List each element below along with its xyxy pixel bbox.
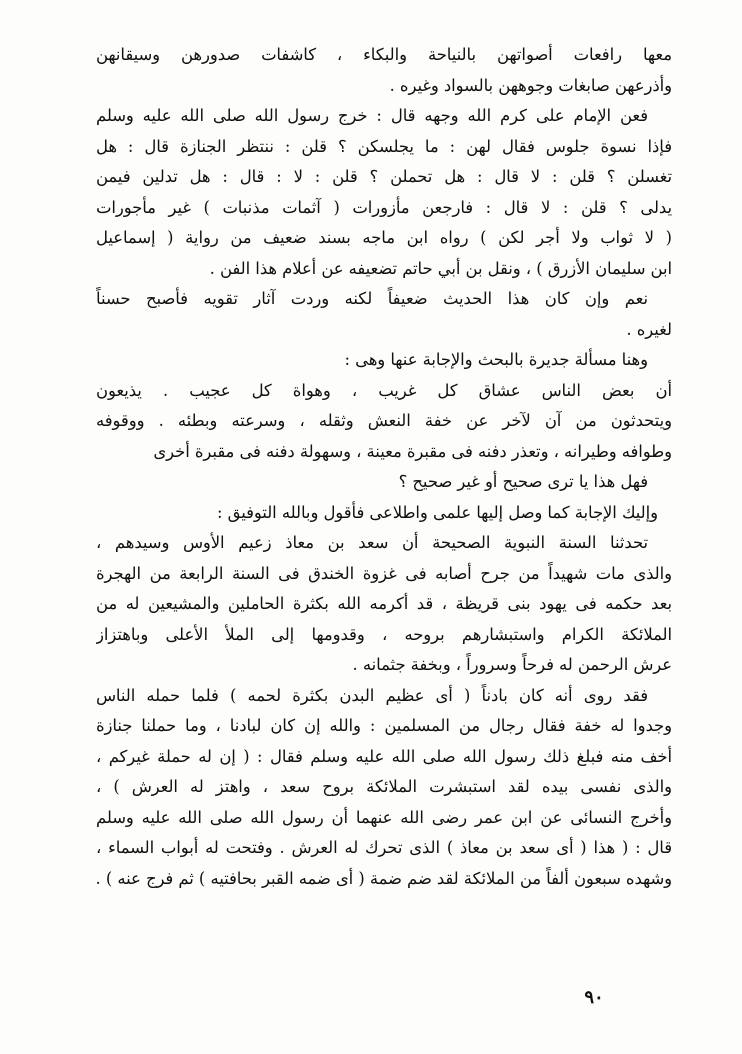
text-line: لغيره .	[626, 319, 672, 339]
body-text	[96, 40, 672, 894]
text-line: فعن الإمام على كرم الله وجهه قال : خرج رسول الله صلى الله عليه وسلم	[96, 106, 648, 125]
text-line: وهنا مسألة جديرة بالبحث والإجابة عنها وهى :	[344, 350, 648, 369]
text-line: فقد روى أنه كان بادناً ( أى عظيم البدن بكثرة لحمه ) فلما حمله الناس	[96, 685, 648, 705]
text-line: وشهده سبعون ألفاً من الملائكة لقد ضم ضمة ( أى ضمه القبر بحافتيه ) ثم فرج عنه ) .	[96, 868, 672, 888]
text-line: ( لا ثواب ولا أجر لكن ) رواه ابن ماجه بسند ضعيف من رواية ( إسماعيل	[96, 228, 672, 247]
text-line: قال : ( هذا ( أى سعد بن معاذ ) الذى تحرك له العرش . وفتحت له أبواب السماء ،	[96, 838, 672, 857]
text-line: والذى مات شهيداً من جرح أصابه فى غزوة الخندق فى السنة الرابعة من الهجرة	[96, 563, 672, 583]
text-line: معها رافعات أصواتهن بالنياحة والبكاء ، كاشفات صدورهن وسيقانهن	[96, 45, 672, 64]
page-number: ٩٠	[584, 987, 604, 1008]
text-line: يدلى ؟ قلن : لا قال : فارجعن مأزورات ( آثمات مذنبات ) غير مأجورات	[96, 197, 672, 217]
text-line: ويتحدثون من آن لآخر عن خفة النعش وثقله ، وسرعته وبطئه . ووقوفه	[96, 411, 672, 430]
text-line: الملائكة الكرام واستبشارهم بروحه ، وقدومها إلى الملأ الأعلى وباهتزاز	[96, 624, 672, 644]
text-line: عرش الرحمن له فرحاً وسروراً ، وبخفة جثمانه .	[352, 655, 672, 674]
text-line: وإليك الإجابة كما وصل إليها علمى واطلاعى فأقول وبالله التوفيق :	[216, 502, 658, 522]
text-line: نعم وإن كان هذا الحديث ضعيفاً لكنه وردت آثار تقويه فأصبح حسناً	[96, 289, 648, 308]
text-line: بعد حكمه فى يهود بنى قريظة ، قد أكرمه الله بكثرة الحاملين والمشيعين له من	[96, 594, 672, 613]
text-line: تغسلن ؟ قلن : لا قال : هل تحملن ؟ قلن : لا : قال : هل تدلين فيمن	[96, 167, 672, 186]
text-line: تحدثنا السنة النبوية الصحيحة أن سعد بن معاذ زعيم الأوس وسيدهم ،	[96, 533, 648, 552]
text-line: ابن سليمان الأزرق ) ، ونقل بن أبي حاتم تضعيفه عن أعلام هذا الفن .	[209, 258, 672, 278]
text-line: وجدوا له خفة فقال رجال من المسلمين : والله إن كان لبادنا ، وما حملنا جنازة	[96, 716, 672, 735]
text-line: فإذا نسوة جلوس فقال لهن : ما يجلسكن ؟ قلن : ننتظر الجنازة قال : هل	[96, 136, 672, 156]
text-line: وطوافه وطيرانه ، وتعذر دفنه فى مقبرة معينة ، وسهولة دفنه فى مقبرة أخرى	[153, 441, 672, 461]
text-line: وأذرعهن صابغات وجوههن بالسواد وغيره .	[389, 75, 672, 95]
text-line: أن بعض الناس عشاق كل غريب ، وهواة كل عجيب . يذيعون	[96, 380, 672, 400]
text-line: والذى نفسى بيده لقد استبشرت الملائكة بروح سعد ، واهتز له العرش ) ،	[96, 777, 672, 796]
text-line: أخف منه فبلغ ذلك رسول الله صلى الله عليه وسلم فقال : ( إن له حملة غيركم ،	[96, 746, 672, 766]
text-line: فهل هذا يا ترى صحيح أو غير صحيح ؟	[398, 472, 648, 491]
text-line: وأخرج النسائى عن ابن عمر رضى الله عنهما أن رسول الله صلى الله عليه وسلم	[96, 807, 672, 827]
